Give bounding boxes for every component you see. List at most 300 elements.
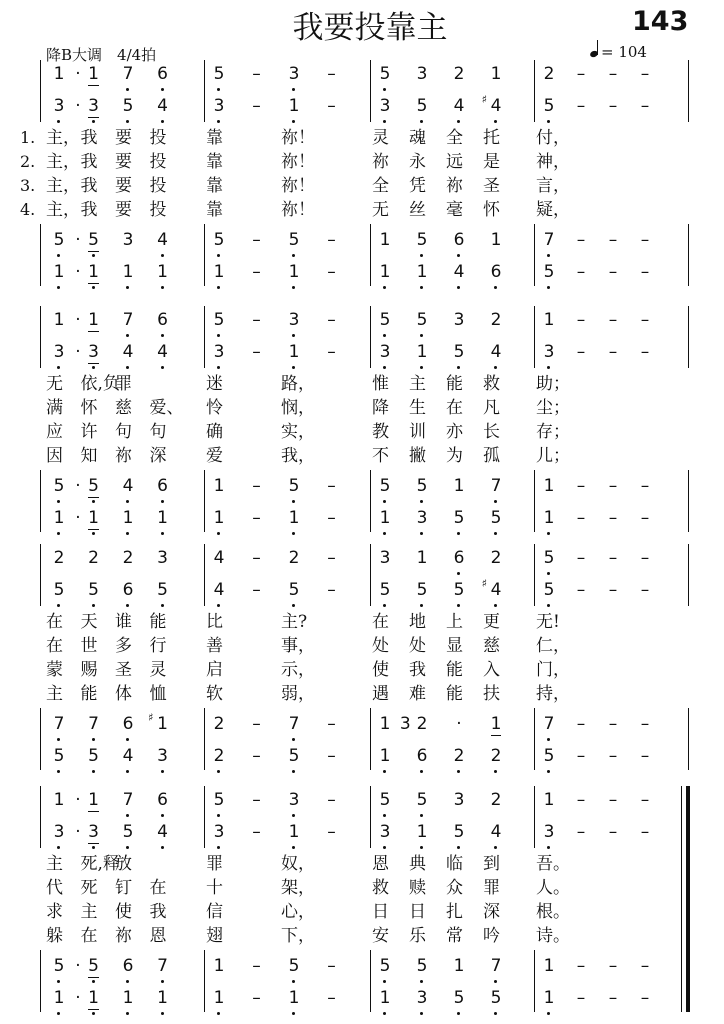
note-tenor [602,230,624,250]
bar-line [688,224,689,286]
octave-dot-below [126,1012,129,1015]
lyric-syllable: 能 [446,660,463,680]
note-digit: · [75,508,81,528]
note-digit: – [252,96,261,116]
octave-dot-below [494,286,497,289]
lyric-syllable: 是 [483,152,500,172]
octave-dot-below [57,604,60,607]
note-digit: 2 [214,746,225,766]
octave-dot-below [126,770,129,773]
octave-dot-below [57,286,60,289]
octave-dot-below [457,604,460,607]
note-alto [152,342,174,362]
octave-dot-below [161,532,164,535]
note-digit: · [75,476,81,496]
octave-dot-below [92,366,95,369]
bar-line [370,224,371,286]
note-soprano [117,310,139,330]
lyric-syllable: 疑， [536,200,570,220]
lyric-syllable: 罪 [483,878,500,898]
note-bass [602,988,624,1008]
note-digit: 1 [380,746,391,766]
lyric-syllable: 要 [115,152,132,172]
lyric-syllable: 全 [372,176,389,196]
note-digit: 5 [289,476,300,496]
note-digit: 1 [54,508,65,528]
note-digit: 2 [490,790,502,810]
note-digit: 3 [380,96,391,116]
note-digit: 1 [543,476,555,496]
note-digit: 5 [214,64,225,84]
note-digit: – [327,64,336,84]
lyric-syllable: 要 [115,176,132,196]
lyric-syllable: 无 [46,374,63,394]
octave-dot-below [420,500,423,503]
note-digit: · [75,64,81,84]
lyric-syllable: 丝 [409,200,426,220]
lyric-syllable: 撇 [409,446,426,466]
octave-dot-below [57,1012,60,1015]
note-digit: 2 [416,714,428,734]
note-soprano [208,548,230,568]
lyric-syllable: 典 [409,854,426,874]
note-tenor [246,714,268,734]
lyric-syllable: 吟 [483,926,500,946]
lyric-syllable: 儿； [536,446,570,466]
eighth-underline [491,735,502,736]
lyric-syllable: 要 [115,200,132,220]
lyric-syllable: 投 [149,128,167,148]
note-soprano [570,790,592,810]
lyric-syllable: 日 [409,902,426,922]
note-tenor [448,714,470,734]
lyric-syllable: 言， [536,176,570,196]
lyric-syllable: 代 [46,878,63,898]
eighth-underline [88,1009,99,1010]
octave-dot-below [126,120,129,123]
bar-line [370,470,371,532]
note-digit: 1 [214,988,225,1008]
note-bass [570,508,592,528]
octave-dot-below [92,120,95,123]
note-digit: – [576,956,586,976]
note-tenor [152,956,174,976]
octave-dot-below [383,334,386,337]
note-alto [481,93,507,116]
lyric-syllable: 弱， [281,684,315,704]
octave-dot-below [547,120,550,123]
note-digit: 6 [454,548,465,568]
note-soprano [246,548,268,568]
octave-dot-below [217,254,220,257]
note-digit: 1 [379,714,391,734]
octave-dot-below [161,814,164,817]
note-alto [117,822,139,842]
bar-line [370,786,371,848]
lyric-syllable: 付， [536,128,570,148]
note-digit: – [252,988,261,1008]
note-digit: 2 [53,548,65,568]
octave-dot-below [57,120,60,123]
note-digit: 7 [289,714,300,734]
note-digit: 7 [491,476,502,496]
lyric-syllable: 主， [46,200,80,220]
note-digit: 4 [213,548,225,568]
verse-number: 2. [20,152,36,171]
note-digit: 5 [289,230,300,250]
note-digit: 3 [289,790,300,810]
note-digit: 5 [454,580,465,600]
note-alto [246,96,268,116]
octave-dot-below [457,366,460,369]
note-digit: – [640,580,650,600]
note-digit: 3 [214,96,225,116]
note-soprano [538,310,560,330]
note-digit: 4 [491,342,502,362]
note-bass [374,508,396,528]
note-alto [634,822,656,842]
octave-dot-below [383,814,386,817]
note-digit: 5 [123,822,134,842]
octave-dot-below [161,120,164,123]
note-tenor [148,711,174,734]
octave-dot-below [420,532,423,535]
lyric-syllable: 遇 [372,684,389,704]
lyric-syllable: 安 [372,926,389,946]
octave-dot-below [420,366,423,369]
note-digit: 5 [214,310,225,330]
note-digit: 1 [380,262,391,282]
note-bass [374,262,396,282]
lyric-syllable: 深 [149,446,167,466]
note-tenor [208,476,230,496]
note-digit: 5 [544,580,555,600]
note-digit: 5 [289,956,300,976]
note-digit: 4 [123,476,134,496]
note-tenor [83,476,105,496]
lyric-syllable: 地 [409,612,426,632]
note-alto [246,580,268,600]
note-digit: 3 [453,310,465,330]
lyric-syllable: 行 [149,636,167,656]
note-digit: – [327,746,336,766]
octave-dot-below [547,770,550,773]
octave-dot-below [292,254,295,257]
note-digit: · [75,342,81,362]
note-digit: 6 [157,790,168,810]
note-soprano [374,790,396,810]
note-alto [411,342,433,362]
note-tenor [411,230,433,250]
lyric-syllable: 无 [372,200,389,220]
note-digit: – [327,508,336,528]
note-digit: 7 [544,714,555,734]
octave-dot-below [57,500,60,503]
note-digit: 1 [213,956,225,976]
note-bass [117,262,139,282]
note-tenor [570,714,592,734]
note-soprano [283,548,305,568]
note-soprano [634,548,656,568]
note-alto [374,96,396,116]
octave-dot-below [494,846,497,849]
note-digit: 5 [417,956,428,976]
octave-dot-below [161,1012,164,1015]
bar-line [688,470,689,532]
lyric-syllable: 圣 [483,176,500,196]
note-digit: 1 [53,790,65,810]
lyric-syllable: 吾。 [536,854,570,874]
note-tenor [208,230,230,250]
lyric-syllable: 路， [281,374,315,394]
note-digit: – [608,342,618,362]
note-digit: 1 [214,508,225,528]
lyric-syllable: 示， [281,660,315,680]
note-digit: – [252,508,261,528]
note-digit: – [252,580,261,600]
note-digit: 2 [88,548,99,568]
note-digit: 4 [157,342,168,362]
octave-dot-below [217,334,220,337]
octave-dot-below [161,254,164,257]
note-digit: – [252,476,261,496]
octave-dot-below [457,572,460,575]
note-digit: – [608,310,618,330]
note-tenor [448,476,470,496]
lyric-syllable: 更 [483,612,500,632]
lyric-syllable: 恩 [149,926,167,946]
lyric-syllable: 处 [409,636,426,656]
note-soprano [602,64,624,84]
note-digit: 1 [213,476,225,496]
note-bass [411,988,433,1008]
note-digit: 6 [417,746,428,766]
note-alto [152,96,174,116]
note-bass [411,746,433,766]
note-digit: 3 [54,342,65,362]
lyric-syllable: 放 [115,854,132,874]
note-soprano [538,790,560,810]
octave-dot-below [383,846,386,849]
lyric-syllable: 靠 [206,200,223,220]
note-tenor [321,714,343,734]
note-digit: 1 [157,988,168,1008]
note-digit: – [640,714,650,734]
note-digit: 1 [53,310,65,330]
octave-dot-below [383,1012,386,1015]
lyric-syllable: 知 [80,446,98,466]
lyric-syllable: 慈 [115,398,132,418]
octave-dot-below [217,604,220,607]
note-digit: 5 [54,580,65,600]
lyric-syllable: 投 [149,176,167,196]
note-bass [321,262,343,282]
note-bass [283,988,305,1008]
octave-dot-below [494,770,497,773]
note-digit: – [576,262,586,282]
lyric-syllable: 恩 [372,854,389,874]
note-digit: – [327,714,336,734]
bar-line [534,786,535,848]
note-digit: – [608,64,618,84]
lyric-syllable: 乐 [409,926,426,946]
note-soprano [152,790,174,810]
note-bass [485,746,507,766]
octave-dot-below [217,814,220,817]
note-digit: 5 [417,476,428,496]
octave-dot-below [217,770,220,773]
lyric-syllable: 仁， [536,636,570,656]
note-bass [246,746,268,766]
note-bass [246,262,268,282]
note-soprano [411,790,433,810]
note-digit: – [252,230,261,250]
note-alto [283,822,305,842]
note-digit: – [252,714,261,734]
note-soprano [570,64,592,84]
note-digit: 4 [214,580,225,600]
octave-dot-below [126,532,129,535]
note-digit: 5 [157,580,168,600]
note-tenor [634,956,656,976]
lyric-syllable: 难 [409,684,426,704]
note-digit: 1 [417,262,428,282]
lyric-syllable: 远 [446,152,463,172]
octave-dot-below [126,88,129,91]
lyric-syllable: 神， [536,152,570,172]
bar-line [534,60,535,122]
bar-line [204,60,205,122]
note-soprano [411,310,433,330]
note-soprano [117,548,139,568]
note-tenor [538,956,560,976]
tempo-value: = 104 [601,43,647,61]
note-bass [208,262,230,282]
lyric-syllable: 能 [80,684,98,704]
lyric-syllable: 我 [80,200,98,220]
octave-dot-below [420,814,423,817]
note-digit: 1 [453,956,465,976]
note-digit: 5 [491,988,502,1008]
note-tenor [374,714,396,734]
note-bass [602,746,624,766]
note-tenor [283,476,305,496]
note-digit: 3 [88,342,99,362]
tempo-marking [590,40,647,61]
note-digit: 7 [123,310,134,330]
bar-line [204,224,205,286]
lyric-syllable: 句 [149,422,167,442]
note-alto [448,580,470,600]
octave-dot-below [494,980,497,983]
note-soprano [208,64,230,84]
note-alto [208,822,230,842]
lyric-syllable: 扎 [446,902,463,922]
lyric-syllable: 在 [46,612,63,632]
octave-dot-below [161,88,164,91]
lyric-syllable: 托 [483,128,500,148]
bar-line [688,708,689,770]
quarter-note-icon [590,40,598,61]
note-digit: – [327,988,336,1008]
lyric-syllable: 怀 [80,398,98,418]
lyric-syllable: 祢！ [281,200,315,220]
note-digit: 1 [544,508,555,528]
note-digit: – [327,790,336,810]
octave-dot-below [57,770,60,773]
note-tenor [83,230,105,250]
note-bass [83,746,105,766]
note-digit: 3 [54,96,65,116]
note-digit: – [640,956,650,976]
lyric-syllable: 惟 [372,374,389,394]
note-alto [208,580,230,600]
note-soprano [411,548,433,568]
note-digit: – [576,790,586,810]
note-digit: 5 [454,822,465,842]
lyric-syllable: 赐 [80,660,98,680]
note-digit: – [608,476,618,496]
note-alto [374,822,396,842]
note-digit: 1 [490,714,502,734]
octave-dot-below [292,738,295,741]
note-alto [321,342,343,362]
note-bass [83,508,105,528]
lyric-syllable: 祢！ [281,176,315,196]
note-alto [411,822,433,842]
lyric-syllable: 深 [483,902,500,922]
note-soprano [448,310,470,330]
octave-dot-below [292,286,295,289]
note-bass [602,508,624,528]
note-soprano [374,548,396,568]
lyric-syllable: 死,释 [80,854,120,874]
note-alto [48,580,70,600]
note-digit: 1 [289,988,300,1008]
note-digit: – [252,64,261,84]
note-digit: 7 [157,956,168,976]
note-alto [117,580,139,600]
note-digit: 5 [54,746,65,766]
note-digit: – [608,956,618,976]
lyric-syllable: 我 [409,660,426,680]
octave-dot-below [92,846,95,849]
note-bass [321,746,343,766]
lyric-syllable: 我， [281,446,315,466]
octave-dot-below [292,846,295,849]
note-digit: 1 [88,262,99,282]
note-tenor [117,230,139,250]
note-alto [283,580,305,600]
note-bass [570,262,592,282]
bar-line [534,708,535,770]
note-digit: 5 [88,580,99,600]
note-digit: – [576,342,586,362]
bar-line [40,470,41,532]
lyric-syllable: 善 [206,636,223,656]
note-bass [485,262,507,282]
note-soprano [246,64,268,84]
note-digit: 5 [380,580,391,600]
note-bass [602,262,624,282]
note-digit: – [576,988,586,1008]
lyric-syllable: 尘； [536,398,570,418]
bar-line [688,544,689,606]
bar-line [40,544,41,606]
lyric-syllable: 主， [46,176,80,196]
lyric-syllable: 因 [46,446,63,466]
note-digit: 5 [88,956,99,976]
